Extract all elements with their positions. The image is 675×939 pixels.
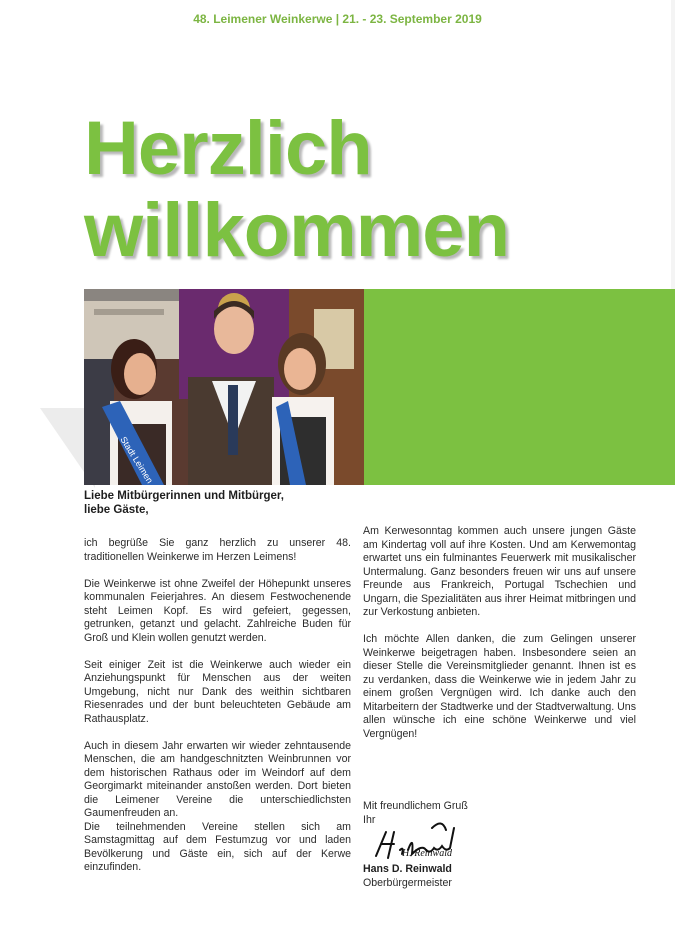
paragraph: Auch in diesem Jahr erwarten wir wieder zehntausende Menschen, die am handgeschnitzten Weinbrunnen vor dem historischen Rathaus oder im Weindorf auf dem Georgimarkt miteinander anstoßen werden. Dort bieten die Leimener Vereine die unterschiedlichsten Gaumenfreuden an. (84, 739, 351, 819)
page-title (84, 108, 509, 272)
sash-text: Stadt Leimen (118, 434, 155, 485)
signer-name: Hans D. Reinwald (363, 863, 452, 875)
handwritten-signature (372, 820, 462, 867)
paragraph: Am Kerwesonntag kommen auch unsere jungen Gäste am Kindertag voll auf ihre Kosten. Und am Kerwemontag erwartet uns ein fulminantes Feuerwerk mit musikalischer Untermalung. Ganz besonders freuen wir uns auf unsere Freunde aus Frankreich, Portugal Tschechien und Ungarn, die Spezialitäten aus ihrer Heimat mitbringen und zur Verkostung anbieten. (363, 525, 636, 618)
greeting (84, 489, 384, 517)
paragraph: ich begrüße Sie ganz herzlich zu unserer 48. traditionellen Weinkerwe im Herzen Leimens! (84, 537, 351, 563)
signer-role: Oberbürgermeister (363, 877, 452, 889)
paragraph: Seit einiger Zeit ist die Weinkerwe auch wieder ein Anziehungspunkt für Menschen aus der weiten Umgebung, nicht nur Dank des weithin sichtbaren Riesenrades und der bunt beleuchteten Gebäude am Rathausplatz. (84, 658, 351, 725)
group-photo (84, 289, 364, 485)
closing-line-2: Ihr (363, 813, 376, 826)
closing-line-1: Mit freundlichem Gruß (363, 800, 468, 812)
signature-text: H. Reinwald (402, 848, 452, 859)
paragraph: Die Weinkerwe ist ohne Zweifel der Höhepunkt unseres kommunalen Feierjahres. An diesem Festwochenende steht Leimen Kopf. Es wird gefeiert, gegessen, getrunken, getanzt und gelacht. Zahlreiche Buden für Groß und Klein wollen genutzt werden. (84, 577, 351, 644)
title-line-1: Herzlich (84, 106, 372, 191)
greeting-line-1: Liebe Mitbürgerinnen und Mitbürger, (84, 490, 284, 502)
event-header: 48. Leimener Weinkerwe | 21. - 23. September 2019 (193, 12, 482, 26)
greeting-line-2: liebe Gäste, (84, 504, 149, 516)
paragraph: Die teilnehmenden Vereine stellen sich am Samstagmittag auf dem Festumzug vor und laden Bevölkerung und Gäste ein, sich auf der Kerwe einzufinden. (84, 820, 351, 873)
paragraph: Ich möchte Allen danken, die zum Gelingen unserer Weinkerwe beigetragen haben. Insbesondere seien an dieser Stelle die Vereinsmitglieder genannt. Ihnen ist es zu verdanken, dass die Weinkerwe wie in jedem Jahr zu einem großen Vergnügen wird. Ich danke auch den Mitarbeitern der Stadtwerke und der Stadtverwaltung. Uns allen wünsche ich eine schöne Weinkerwe und viel Vergnügen! (363, 633, 636, 740)
green-accent-band (362, 289, 675, 485)
title-line-2: willkommen (84, 188, 509, 273)
left-text-column (84, 537, 351, 875)
right-text-column (363, 525, 636, 755)
page-edge-shade (671, 0, 675, 289)
